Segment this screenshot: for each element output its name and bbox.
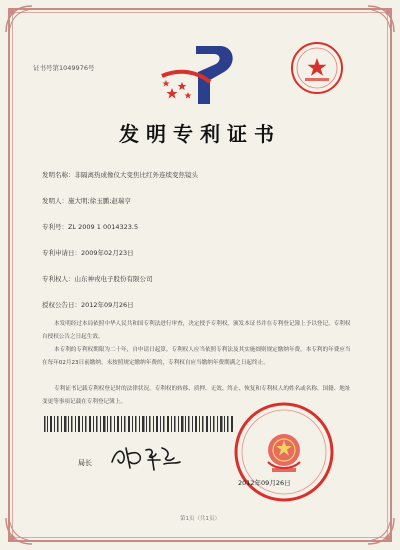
corner-ornament-icon [4,4,34,34]
page-title: 发明专利证书 [119,122,281,146]
director-signature [108,440,188,474]
field-value: ZL 2009 1 0014323.5 [68,223,139,231]
field-inventors [42,196,131,205]
office-seal-icon [289,40,345,96]
field-grant-date [42,300,134,309]
field-value: 2009年02月23日 [81,249,134,257]
national-emblem-seal-icon [232,400,336,504]
field-patentee [42,274,153,283]
field-label: 专利号： [42,223,68,231]
barcode [44,416,234,432]
patent-office-logo-icon [158,42,240,112]
certificate-number: 证书号第1049976号 [33,64,95,72]
page-footer: 第1页（共1页） [180,516,220,522]
field-label: 发明人： [42,197,68,205]
field-label: 专利申请日： [42,249,81,257]
field-label: 专利权人： [42,275,75,283]
field-value: 非隔离热成像仪大变焦比红外连续变焦镜头 [74,171,198,179]
corner-ornament-icon [366,4,396,34]
field-value: 山东神戎电子股份有限公司 [74,275,153,283]
field-value: 施大明;徐玉鹏;赵瑞亨 [68,197,131,205]
field-label: 发明名称： [42,171,75,179]
field-label: 授权公告日： [42,301,81,309]
field-application-date [42,248,134,257]
body-paragraph: 本专利的专利权期限为二十年，自申请日起算。专利权人应当依照专利法及其实施细则规定缴纳年费。本专利的年费应当在每年02月23日前缴纳。未按照规定缴纳年费的，专利权自应当缴纳年费期满之日起终止。 [42,347,351,366]
field-value: 2012年09月26日 [81,301,134,309]
body-paragraph: 专利证书记载专利权登记时的法律状况。专利权的转移、质押、无效、终止、恢复和专利权人的姓名或名称、国籍、地址变更等事项记载在专利登记簿上。 [42,386,351,405]
seal-date: 2012年09月26日 [238,479,291,487]
field-patent-number [42,222,138,231]
director-label: 局长 [78,459,92,467]
field-invention-name [42,170,198,179]
body-paragraph: 本发明经过本局依照中华人民共和国专利法进行审查，决定授予专利权，颁发本证书并在专利登记簿上予以登记。专利权自授权公告之日起生效。 [42,321,351,340]
